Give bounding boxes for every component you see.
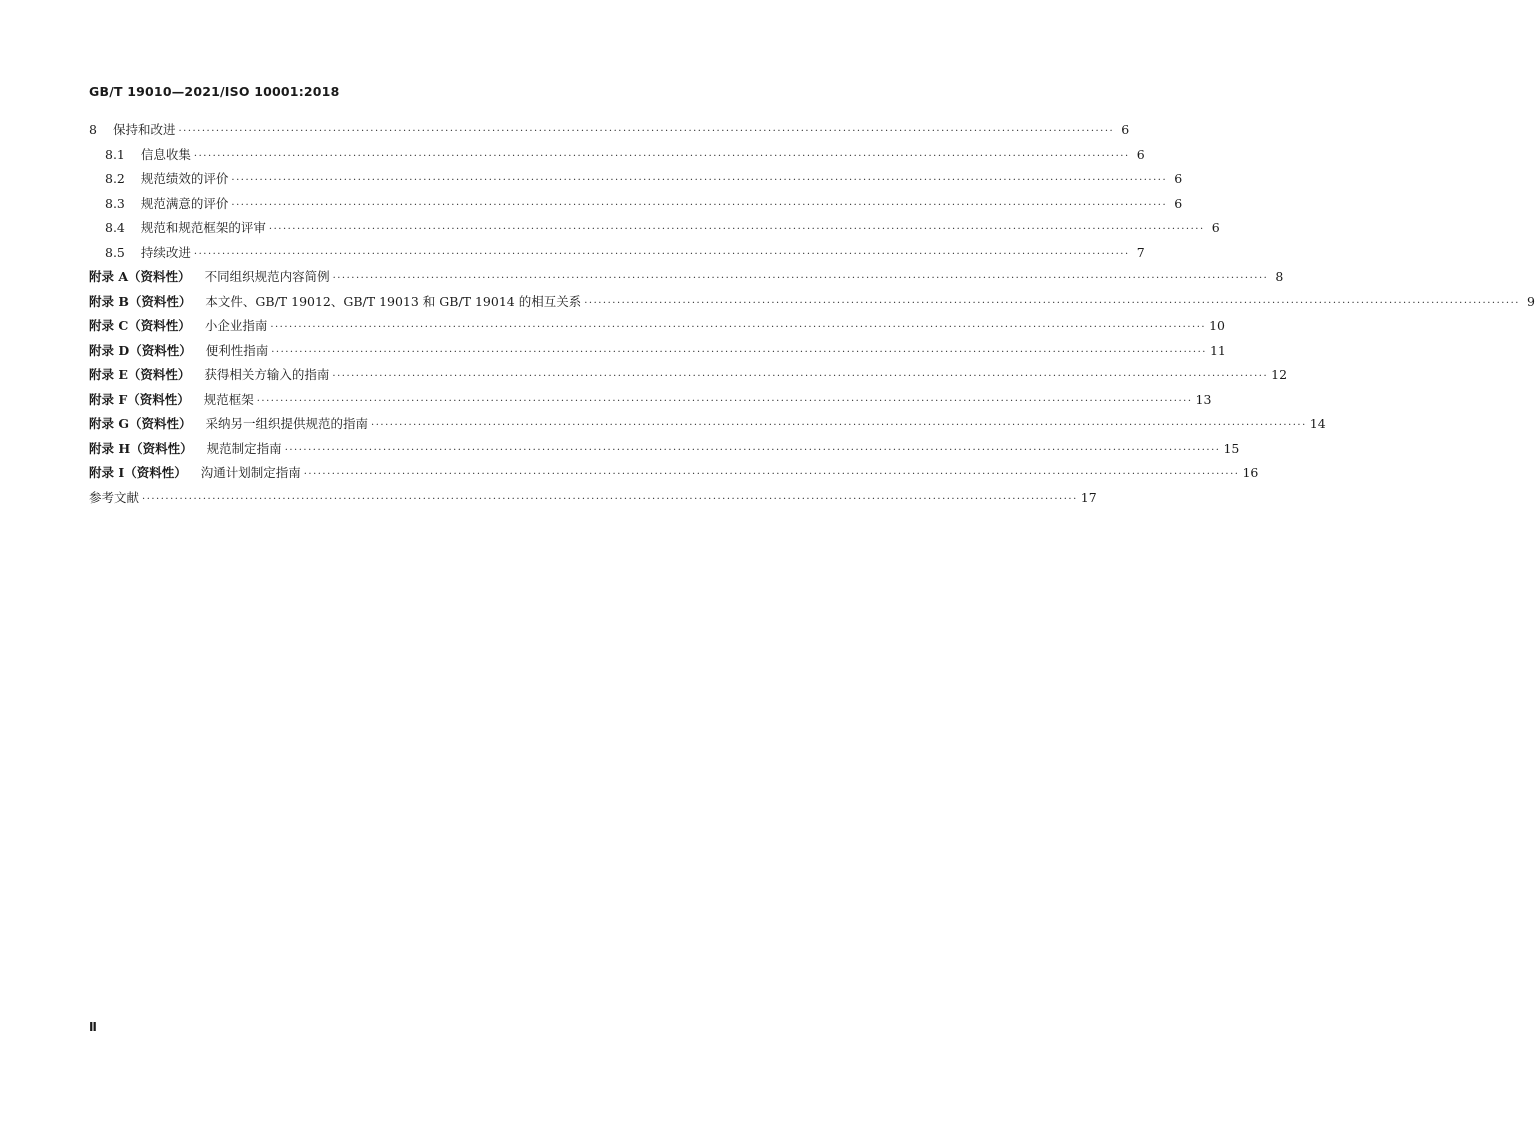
toc-page-number: 6 <box>1136 146 1145 162</box>
toc-entry[interactable] <box>89 461 1259 486</box>
toc-entry[interactable] <box>89 192 1183 217</box>
toc-page-number: 11 <box>1209 342 1226 358</box>
toc-leader-dots: ········································································································································································································ <box>270 322 1207 333</box>
toc-entry[interactable] <box>89 412 1326 437</box>
toc-entry[interactable] <box>89 241 1145 266</box>
toc-entry-title: 小企业指南 <box>204 318 268 333</box>
toc-entry-title: 信息收集 <box>140 146 191 162</box>
toc-entry-title: 获得相关方输入的指南 <box>204 367 330 382</box>
toc-section-number: 8.1 <box>105 146 125 162</box>
toc-leader-dots: ········································································································································································································ <box>332 371 1269 382</box>
toc-page-number: 12 <box>1271 367 1288 382</box>
toc-page-number: 8 <box>1275 269 1284 284</box>
toc-leader-dots: ········································································································································································································ <box>231 175 1168 186</box>
page-number: Ⅱ <box>89 1020 97 1034</box>
toc-entry[interactable] <box>89 216 1220 241</box>
toc-entry[interactable] <box>89 167 1183 192</box>
toc-annex-designation: 附录 C（资料性） <box>89 318 191 333</box>
toc-page-number: 17 <box>1080 489 1097 505</box>
toc-page-number: 15 <box>1223 440 1240 456</box>
toc-leader-dots: ········································································································································································································ <box>303 469 1240 480</box>
toc-annex-designation: 附录 G（资料性） <box>89 416 192 431</box>
toc-annex-designation: 附录 A（资料性） <box>89 269 191 284</box>
toc-leader-dots: ········································································································································································································ <box>332 273 1269 284</box>
toc-entry[interactable] <box>89 388 1212 413</box>
toc-annex-designation: 附录 H（资料性） <box>89 440 193 456</box>
toc-page-number: 6 <box>1174 171 1183 186</box>
toc-section-number: 8.5 <box>105 244 125 260</box>
toc-page-number: 6 <box>1174 195 1183 211</box>
toc-entry-title: 参考文献 <box>89 489 140 505</box>
toc-entry[interactable] <box>89 314 1225 339</box>
toc-page-number: 6 <box>1211 220 1220 235</box>
toc-entry[interactable] <box>89 437 1240 462</box>
toc-leader-dots: ········································································································································································································ <box>193 248 1130 260</box>
toc-page-number: 10 <box>1209 318 1225 333</box>
toc-entry-title: 不同组织规范内容简例 <box>204 269 330 284</box>
toc-annex-designation: 附录 F（资料性） <box>89 391 190 407</box>
toc-entry-title: 规范框架 <box>203 391 254 407</box>
toc-page-number: 13 <box>1195 391 1212 407</box>
toc-annex-designation: 附录 E（资料性） <box>89 367 191 382</box>
toc-entry-title: 保持和改进 <box>112 122 176 137</box>
toc-section-number: 8.4 <box>105 220 125 235</box>
toc-entry-title: 采纳另一组织提供规范的指南 <box>205 416 369 431</box>
document-header: GB/T 19010—2021/ISO 10001:2018 <box>89 84 340 99</box>
toc-entry[interactable] <box>89 118 1130 143</box>
toc-leader-dots: ········································································································································································································ <box>584 297 1520 309</box>
toc-entry-title: 本文件、GB/T 19012、GB/T 19013 和 GB/T 19014 的相互关系 <box>205 293 582 309</box>
toc-leader-dots: ········································································································································································································ <box>284 444 1221 456</box>
toc-annex-designation: 附录 I（资料性） <box>89 465 187 480</box>
toc-leader-dots: ········································································································································································································ <box>268 224 1205 235</box>
toc-entry-title: 规范和规范框架的评审 <box>140 220 266 235</box>
toc-page-number: 6 <box>1121 122 1130 137</box>
toc-leader-dots: ········································································································································································································ <box>371 420 1307 431</box>
toc-entry[interactable] <box>89 339 1226 364</box>
toc-entry[interactable] <box>89 363 1288 388</box>
toc-annex-designation: 附录 D（资料性） <box>89 342 192 358</box>
toc-leader-dots: ········································································································································································································ <box>178 126 1115 137</box>
toc-leader-dots: ········································································································································································································ <box>142 493 1078 505</box>
toc-leader-dots: ········································································································································································································ <box>256 395 1193 407</box>
table-of-contents <box>89 118 1535 510</box>
toc-page-number: 16 <box>1242 465 1259 480</box>
toc-leader-dots: ········································································································································································································ <box>231 199 1168 211</box>
toc-entry-title: 规范满意的评价 <box>140 195 229 211</box>
toc-page-number: 14 <box>1309 416 1326 431</box>
toc-section-number: 8 <box>89 122 97 137</box>
toc-entry[interactable] <box>89 265 1284 290</box>
toc-entry[interactable] <box>89 143 1145 168</box>
toc-page-number: 7 <box>1136 244 1145 260</box>
toc-leader-dots: ········································································································································································································ <box>271 346 1207 358</box>
toc-leader-dots: ········································································································································································································ <box>193 150 1130 162</box>
toc-page-number: 9 <box>1527 293 1535 309</box>
toc-section-number: 8.2 <box>105 171 125 186</box>
toc-entry-title: 沟通计划制定指南 <box>200 465 301 480</box>
toc-entry-title: 持续改进 <box>140 244 191 260</box>
toc-section-number: 8.3 <box>105 195 125 211</box>
toc-entry-title: 规范绩效的评价 <box>140 171 229 186</box>
toc-entry[interactable] <box>89 290 1535 315</box>
toc-entry-title: 规范制定指南 <box>206 440 282 456</box>
toc-entry-title: 便利性指南 <box>205 342 269 358</box>
toc-entry[interactable] <box>89 486 1097 511</box>
toc-annex-designation: 附录 B（资料性） <box>89 293 192 309</box>
